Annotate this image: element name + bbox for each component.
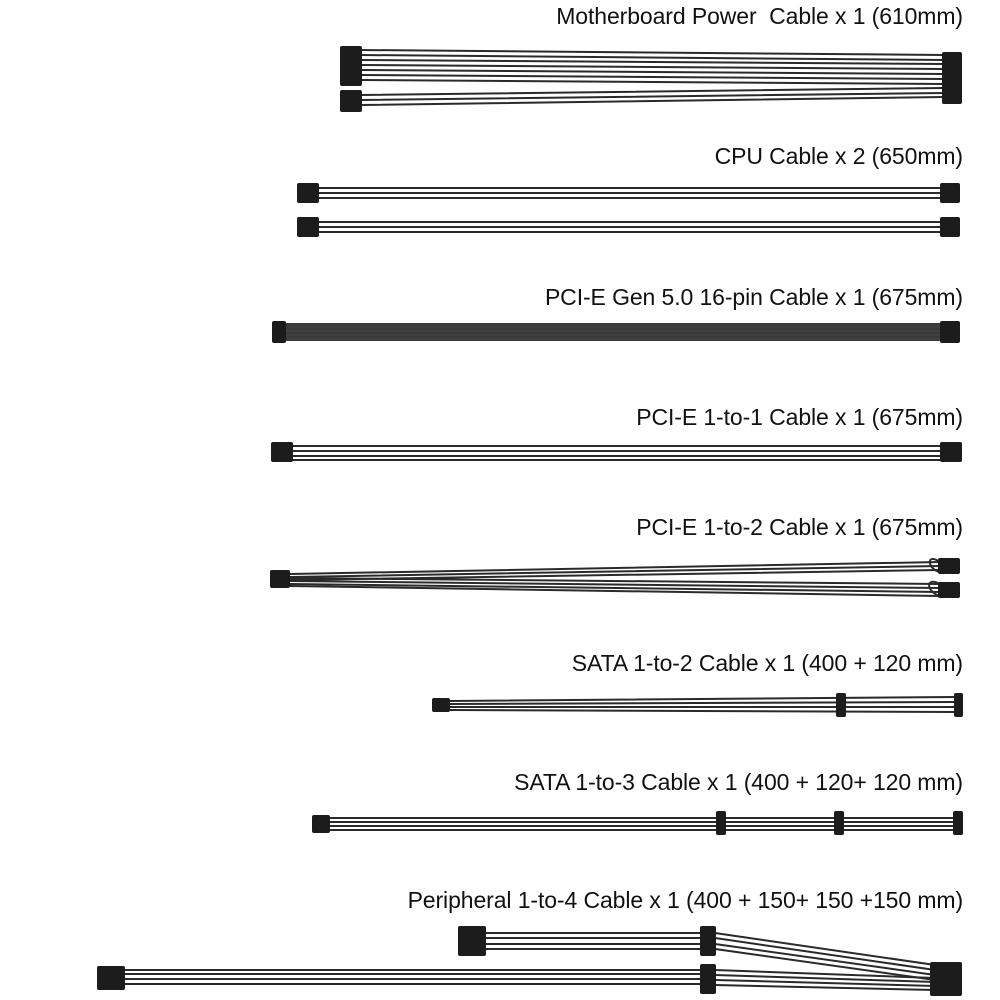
pcie-1to2-cable	[290, 559, 940, 596]
sata-1to3-connector-right	[953, 811, 963, 835]
peripheral-1to4-cable	[125, 933, 935, 990]
sata-1to2-connector-left	[432, 698, 450, 712]
sata-1to3-connector-left	[312, 815, 330, 833]
motherboard-connector-left-b	[340, 90, 362, 112]
peripheral-connector-left	[97, 966, 125, 990]
pcie-1to2-connector-left	[270, 570, 290, 588]
peripheral-connector-right	[930, 962, 962, 996]
cpu-connector-2-right	[940, 217, 960, 237]
pcie-1to2-connector-right-a	[938, 558, 960, 574]
cpu-cable-1	[318, 188, 942, 198]
cpu-connector-1-right	[940, 183, 960, 203]
cpu-connector-1-left	[297, 183, 319, 203]
sata-1to2-cable-label: SATA 1-to-2 Cable x 1 (400 + 120 mm)	[571, 650, 963, 676]
sata-1to3-cable-label: SATA 1-to-3 Cable x 1 (400 + 120+ 120 mm)	[514, 769, 963, 795]
motherboard-connector-left-a	[340, 46, 362, 86]
sata-1to2-cable	[450, 697, 955, 712]
sata-1to2-connector-right	[954, 693, 963, 717]
peripheral-connector-top-left	[458, 926, 486, 956]
cpu-cable-2	[318, 222, 942, 232]
pcie-1to1-connector-left	[271, 442, 293, 462]
pcie-gen5-connector-left	[272, 321, 286, 343]
peripheral-connector-mid-b	[700, 964, 716, 994]
pcie-1to1-cable	[292, 446, 942, 460]
sata-1to3-connector-mid-b	[834, 811, 844, 835]
cpu-cable-label: CPU Cable x 2 (650mm)	[714, 143, 963, 169]
peripheral-connector-mid-a	[700, 926, 716, 956]
motherboard-power-cable	[360, 50, 944, 105]
motherboard-cable-label: Motherboard Power Cable x 1 (610mm)	[556, 3, 963, 29]
pcie-1to1-connector-right	[940, 442, 962, 462]
sata-1to3-cable	[330, 818, 955, 830]
pcie-1to2-connector-right-b	[938, 582, 960, 598]
pcie-1to1-cable-label: PCI-E 1-to-1 Cable x 1 (675mm)	[636, 404, 963, 430]
pcie-gen5-cable	[282, 323, 942, 341]
pcie-1to2-cable-label: PCI-E 1-to-2 Cable x 1 (675mm)	[636, 514, 963, 540]
motherboard-connector-right	[942, 52, 962, 104]
pcie-gen5-connector-right	[940, 321, 960, 343]
sata-1to3-connector-mid-a	[716, 811, 726, 835]
peripheral-1to4-cable-label: Peripheral 1-to-4 Cable x 1 (400 + 150+ 150 +150 mm)	[407, 887, 963, 913]
cpu-connector-2-left	[297, 217, 319, 237]
pcie-gen5-cable-label: PCI-E Gen 5.0 16-pin Cable x 1 (675mm)	[544, 284, 963, 310]
sata-1to2-connector-mid	[836, 693, 846, 717]
